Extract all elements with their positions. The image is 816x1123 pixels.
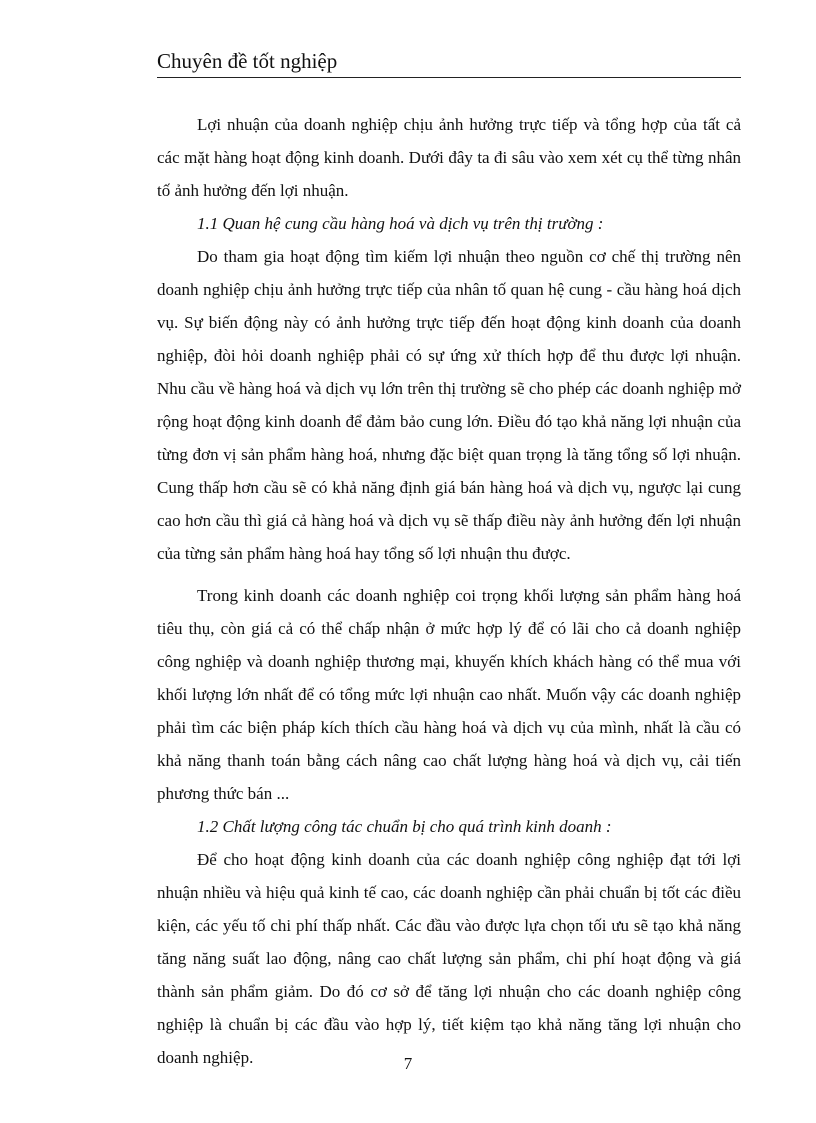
page-number: 7 xyxy=(403,1054,413,1073)
paragraph-intro: Lợi nhuận của doanh nghiệp chịu ảnh hưởng trực tiếp và tổng hợp của tất cả các mặt hàng hoạt động kinh doanh. Dưới đây ta đi sâu vào xem xét cụ thể từng nhân tố ảnh hưởng đến lợi nhuận. xyxy=(157,115,741,200)
paragraph-sales-volume: Trong kinh doanh các doanh nghiệp coi trọng khối lượng sản phẩm hàng hoá tiêu thụ, còn giá cả có thể chấp nhận ở mức hợp lý để có lãi cho cả doanh nghiệp công nghiệp và doanh nghiệp thương mại, khuyến khích khách hàng có thể mua với khối lượng lớn nhất để có tổng mức lợi nhuận cao nhất. Muốn vậy các doanh nghiệp phải tìm các biện pháp kích thích cầu hàng hoá và dịch vụ của mình, nhất là cầu có khả năng thanh toán bằng cách nâng cao chất lượng hàng hoá và dịch vụ, cải tiến phương thức bán ... xyxy=(157,586,741,803)
header-title: Chuyên đề tốt nghiệp xyxy=(157,49,338,73)
page-header xyxy=(157,46,741,78)
section-heading-1-1: 1.1 Quan hệ cung cầu hàng hoá và dịch vụ trên thị trường : xyxy=(197,214,604,233)
document-body xyxy=(157,108,741,1074)
section-heading-1-2: 1.2 Chất lượng công tác chuẩn bị cho quá trình kinh doanh : xyxy=(197,817,612,836)
paragraph-supply-demand: Do tham gia hoạt động tìm kiếm lợi nhuận theo nguồn cơ chế thị trường nên doanh nghiệp chịu ảnh hưởng trực tiếp của nhân tố quan hệ cung - cầu hàng hoá dịch vụ. Sự biến động này có ảnh hưởng trực tiếp đến hoạt động kinh doanh của doanh nghiệp, đòi hỏi doanh nghiệp phải có sự ứng xử thích hợp để thu được lợi nhuận. Nhu cầu về hàng hoá và dịch vụ lớn trên thị trường sẽ cho phép các doanh nghiệp mở rộng hoạt động kinh doanh để đảm bảo cung lớn. Điều đó tạo khả năng lợi nhuận của từng đơn vị sản phẩm hàng hoá, nhưng đặc biệt quan trọng là tăng tổng số lợi nhuận. Cung thấp hơn cầu sẽ có khả năng định giá bán hàng hoá và dịch vụ, ngược lại cung cao hơn cầu thì giá cả hàng hoá và dịch vụ sẽ thấp điều này ảnh hưởng đến lợi nhuận của từng sản phẩm hàng hoá hay tổng số lợi nhuận thu được. xyxy=(157,247,741,563)
paragraph-preparation: Để cho hoạt động kinh doanh của các doanh nghiệp công nghiệp đạt tới lợi nhuận nhiều và hiệu quả kinh tế cao, các doanh nghiệp cần phải chuẩn bị tốt các điều kiện, các yếu tố chi phí thấp nhất. Các đầu vào được lựa chọn tối ưu sẽ tạo khả năng tăng năng suất lao động, nâng cao chất lượng sản phẩm, chi phí hoạt động và giá thành sản phẩm giảm. Do đó cơ sở để tăng lợi nhuận cho các doanh nghiệp công nghiệp là chuẩn bị các đầu vào hợp lý, tiết kiệm tạo khả năng tăng lợi nhuận cho doanh nghiệp. xyxy=(157,850,741,1067)
